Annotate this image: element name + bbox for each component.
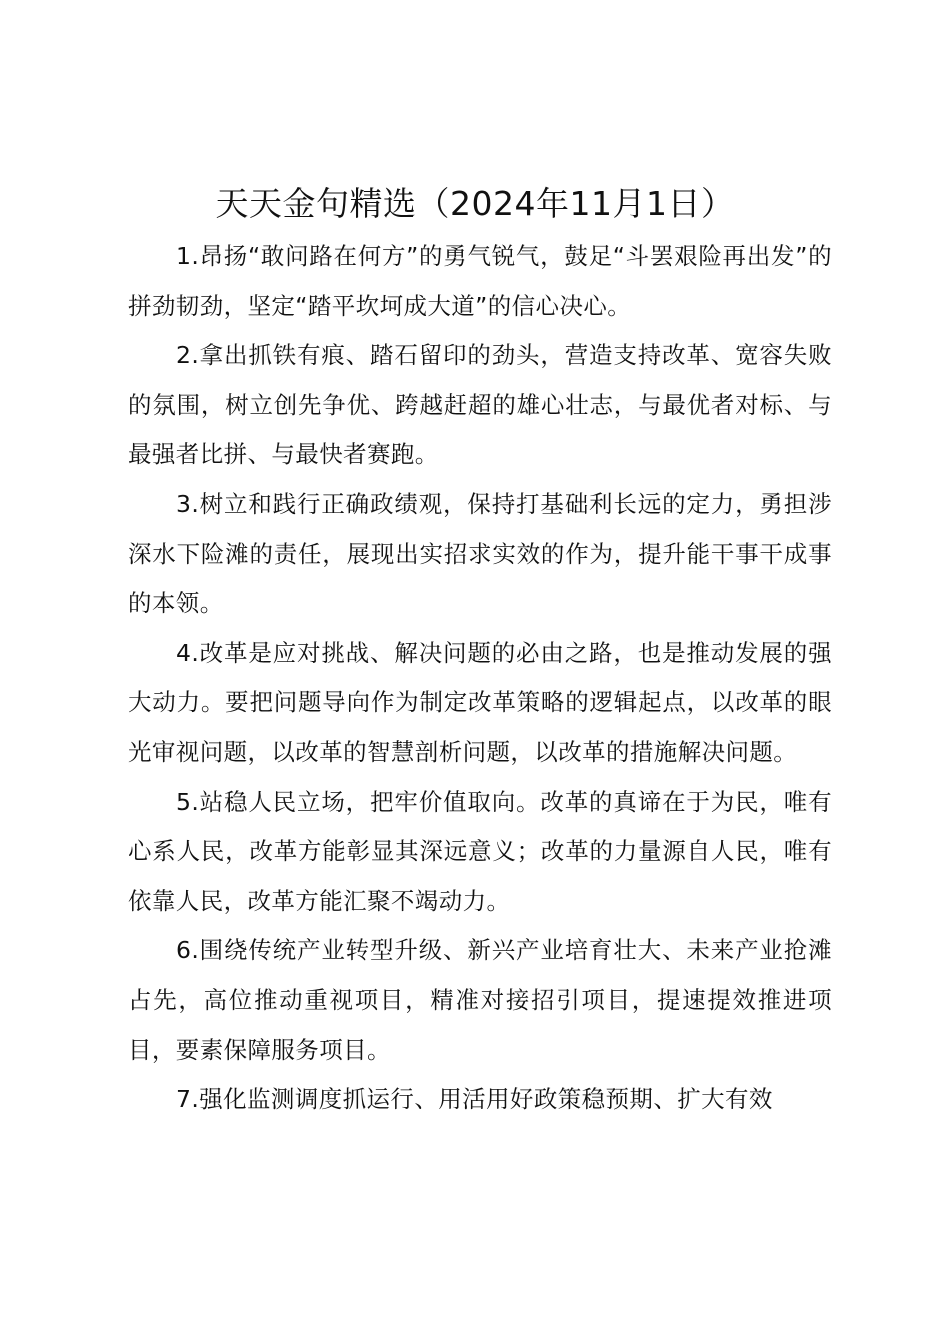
- paragraph-2: 2.拿出抓铁有痕、踏石留印的劲头，营造支持改革、宽容失败的氛围，树立创先争优、跨越赶超的雄心壮志，与最优者对标、与最强者比拼、与最快者赛跑。: [128, 341, 832, 469]
- paragraph-1: 1.昂扬“敢问路在何方”的勇气锐气，鼓足“斗罢艰险再出发”的拼劲韧劲，坚定“踏平坎坷成大道”的信心决心。: [128, 242, 832, 320]
- document-title: 天天金句精选（2024年11月1日）: [215, 184, 735, 223]
- paragraph-5: 5.站稳人民立场，把牢价值取向。改革的真谛在于为民，唯有心系人民，改革方能彰显其深远意义；改革的力量源自人民，唯有依靠人民，改革方能汇聚不竭动力。: [128, 787, 832, 915]
- paragraph-4: 4.改革是应对挑战、解决问题的必由之路，也是推动发展的强大动力。要把问题导向作为制定改革策略的逻辑起点，以改革的眼光审视问题，以改革的智慧剖析问题，以改革的措施解决问题。: [128, 638, 832, 766]
- paragraph-3: 3.树立和践行正确政绩观，保持打基础利长远的定力，勇担涉深水下险滩的责任，展现出实招求实效的作为，提升能干事干成事的本领。: [128, 489, 832, 618]
- paragraph-7: 7.强化监测调度抓运行、用活用好政策稳预期、扩大有效: [176, 1085, 773, 1114]
- document-body: [128, 232, 832, 1125]
- paragraph-6: 6.围绕传统产业转型升级、新兴产业培育壮大、未来产业抢滩占先，高位推动重视项目，精准对接招引项目，提速提效推进项目，要素保障服务项目。: [128, 936, 832, 1064]
